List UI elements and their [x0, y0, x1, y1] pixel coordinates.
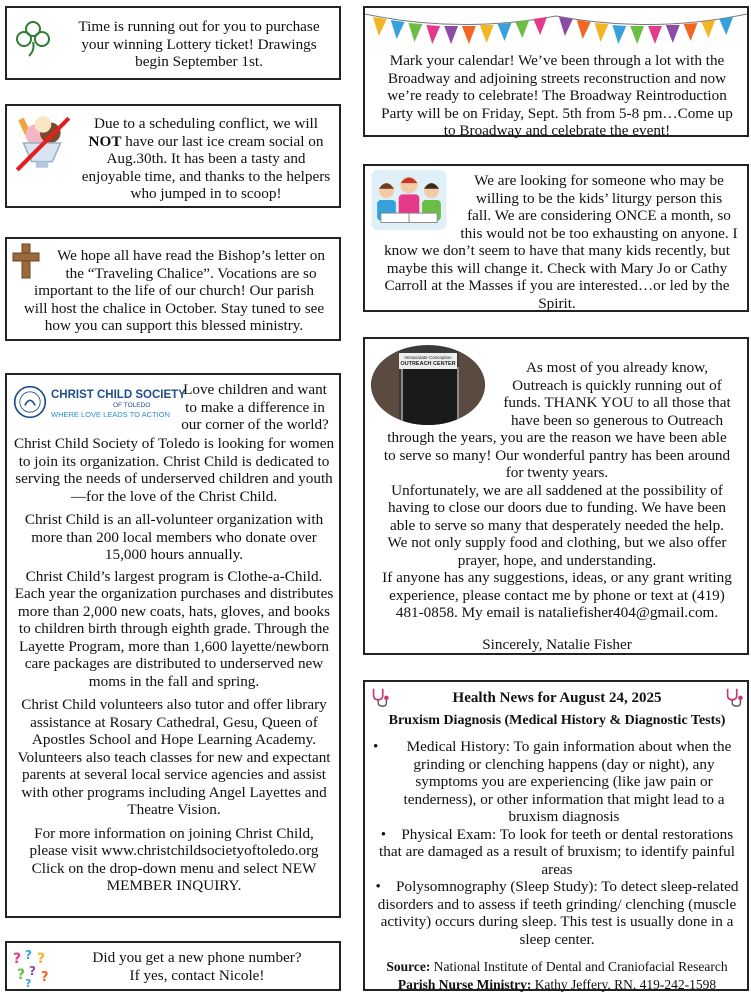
bullet-dot-2: •: [380, 825, 402, 843]
christ-child-more-info-1: For more information on joining Christ Child,: [34, 824, 314, 842]
christ-child-more-info-4: MEMBER INQUIRY.: [106, 877, 242, 894]
liturgy-line-5: know we don’t seem to have that many kids recently, but: [384, 242, 730, 259]
lottery-line-3: begin September 1st.: [135, 53, 263, 70]
phone-number-notice: [5, 941, 341, 991]
health-bullet-2: [371, 826, 743, 879]
question-marks-icon: [11, 946, 55, 988]
health-source-label: Source:: [386, 959, 431, 974]
icecream-line-5: who jumped in to scoop!: [130, 185, 282, 202]
outreach-line-10: able to serve so many that desperately needed the help.: [390, 516, 724, 534]
health-bullet-1: [371, 738, 743, 826]
christ-child-society-article: [5, 373, 341, 918]
outreach-line-5: through the years, you are the reason we have been able: [387, 429, 727, 446]
outreach-line-11: We not only supply food and clothing, but we also offer: [387, 534, 727, 551]
health-bullet-3-text: Polysomnography (Sleep Study): To detect sleep-related disorders and to assess if teeth grinding/ clenching (muscle activity) occurs during sleep. This test is usually done in a sleep center.: [377, 878, 739, 948]
christ-child-more-info-3: Click on the drop-down menu and select NEW: [31, 859, 317, 877]
christ-child-logo: [13, 383, 186, 423]
phone-line-2: If yes, contact Nicole!: [129, 966, 265, 984]
broadway-line-2: Broadway and adjoining streets reconstruction and now: [387, 69, 727, 87]
outreach-line-6: to serve so many! Our wonderful pantry has been around: [383, 446, 731, 464]
outreach-line-3: funds. THANK YOU to all those that: [503, 394, 731, 411]
outreach-line-13: If anyone has any suggestions, ideas, or any grant writing: [382, 569, 732, 586]
icecream-not-emphasis: NOT: [88, 132, 122, 150]
health-bullet-1-body: grinding or clenching happens (day or night), any symptoms you are experiencing (like jaw pain or tenderness), or other information that might lead to a bruxism diagnosis: [403, 755, 725, 825]
liturgy-line-1: We are looking for someone who may be: [474, 172, 724, 189]
svg-text:?: ?: [25, 948, 32, 962]
health-bullet-2-text-wrap: [375, 826, 739, 879]
health-nurse: [371, 976, 743, 993]
bullet-dot-3: •: [375, 878, 397, 895]
christ-child-intro-3: our corner of the world?: [181, 416, 329, 433]
bullet-dot-1: •: [373, 738, 379, 755]
outreach-line-8: Unfortunately, we are all saddened at the possibility of: [391, 481, 723, 499]
svg-text:?: ?: [37, 951, 46, 967]
chalice-line-5: how you can support this blessed ministry.: [44, 317, 304, 334]
health-news-article: [363, 680, 749, 991]
chalice-line-2: the “Traveling Chalice”. Vocations are so: [65, 264, 317, 282]
bunting-banner-icon: [365, 8, 747, 56]
outreach-line-12: prayer, hope, and understanding.: [457, 551, 657, 569]
broadway-line-4: Party will be on Friday, Sept. 5th from 5-8 pm…Come up: [381, 104, 733, 122]
svg-text:?: ?: [17, 967, 26, 983]
liturgy-line-4: this would not be too exhausting on anyone. I: [460, 224, 738, 242]
icecream-line-3: Aug.30th. It has been a tasty and: [106, 150, 306, 167]
chalice-notice: [5, 237, 341, 341]
outreach-sign-bottom: OUTREACH CENTER: [400, 361, 456, 367]
lottery-line-2: your winning Lottery ticket! Drawings: [81, 35, 317, 53]
health-title: Health News for August 24, 2025: [452, 690, 662, 706]
health-bullet-3-text-wrap: [375, 878, 739, 948]
christ-child-intro-1: Love children and want: [183, 381, 327, 398]
outreach-line-7: for twenty years.: [505, 464, 609, 481]
lottery-notice: [5, 6, 341, 80]
broadway-line-5: to Broadway and celebrate the event!: [443, 122, 671, 139]
chalice-line-1: We hope all have read the Bishop’s letter on: [57, 247, 325, 264]
svg-text:?: ?: [25, 977, 32, 988]
shamrock-icon: [13, 16, 53, 60]
christ-child-logo-tagline: WHERE LOVE LEADS TO ACTION: [51, 410, 170, 419]
liturgy-line-8: Spirit.: [538, 294, 576, 312]
liturgy-line-3: fall. We are considering ONCE a month, so: [467, 207, 731, 224]
health-bullet-1-lead: Medical History: To gain information about when the: [406, 738, 732, 755]
broadway-line-1: Mark your calendar! We’ve been through a lot with the: [389, 52, 725, 69]
icecream-line-2: [77, 133, 335, 151]
outreach-line-9: having to close our doors due to funding. We have been: [387, 499, 727, 516]
svg-text:?: ?: [13, 951, 22, 967]
health-bullet-2-text: Physical Exam: To look for teeth or dental restorations that are damaged as a result of bruxism; to identify painful areas: [379, 825, 735, 878]
health-bullet-3: [371, 878, 743, 948]
chalice-line-3: important to the life of our church! Our parish: [33, 282, 315, 299]
outreach-line-2: Outreach is quickly running out of: [512, 376, 722, 394]
christ-child-website[interactable]: please visit www.christchildsocietyoftoledo.org: [29, 842, 319, 859]
outreach-line-15: 481-0858. My email is nataliefisher404@gmail.com.: [395, 604, 719, 621]
icecream-line-4: enjoyable time, and thanks to the helpers: [81, 167, 331, 185]
lottery-line-1: Time is running out for you to purchase: [78, 18, 320, 35]
outreach-signature: Sincerely, Natalie Fisher: [482, 635, 632, 653]
svg-text:?: ?: [41, 970, 49, 985]
christ-child-seal-icon: [13, 385, 47, 419]
christ-child-logo-city: OF TOLEDO: [113, 402, 151, 409]
christ-child-intro-2: to make a difference in: [185, 398, 325, 416]
christ-child-paragraph-1: Christ Child Society of Toledo is looking for women to join its organization. Christ Child is dedicated to serving the needs of underserved children and youth—for the love of the Christ Child.: [13, 435, 335, 505]
liturgy-line-6: maybe this will change it. Check with Mary Jo or Cathy: [386, 259, 728, 277]
health-nurse-text: Kathy Jeffery, RN, 419-242-1598: [531, 976, 717, 992]
outreach-line-4: have been so generous to Outreach: [510, 411, 724, 429]
svg-text:?: ?: [29, 964, 36, 978]
chalice-line-4: will host the chalice in October. Stay tuned to see: [23, 299, 325, 317]
health-source: [371, 958, 743, 976]
broadway-line-3: we’re ready to celebrate! The Broadway Reintroduction: [387, 87, 727, 104]
christ-child-logo-name: CHRIST CHILD SOCIETY: [51, 389, 186, 401]
ice-cream-notice: [5, 104, 341, 208]
christ-child-paragraph-2: Christ Child is an all-volunteer organization with more than 200 local members who donate over 15,000 hours annually.: [24, 511, 324, 563]
health-subtitle: Bruxism Diagnosis (Medical History & Diagnostic Tests): [388, 712, 726, 728]
liturgy-line-7: Carroll at the Masses if you are interested…or led by the: [384, 277, 730, 294]
icecream-line-2-rest: have our last ice cream social on: [121, 132, 324, 150]
outreach-sign-top: Immaculate Conception: [404, 355, 452, 360]
health-nurse-label: Parish Nurse Ministry:: [397, 976, 532, 992]
broadway-party-notice: [363, 6, 749, 137]
ice-cream-cancelled-icon: [11, 112, 73, 174]
phone-line-1: Did you get a new phone number?: [92, 949, 302, 966]
outreach-center-letter: [363, 337, 749, 655]
outreach-line-1: As most of you already know,: [525, 359, 709, 376]
outreach-line-14: experience, please contact me by phone or text at (419): [389, 586, 725, 604]
kids-liturgy-notice: [363, 164, 749, 312]
liturgy-line-2: willing to be the kids’ liturgy person this: [475, 189, 723, 207]
christ-child-paragraph-4: Christ Child volunteers also tutor and offer library assistance at Rosary Cathedral, Gesu, Queen of Apostles School and Hope Learning Academy. Volunteers also teach classes for new and expectant parents at several local service agencies and assist with other programs including Angel Layettes and Theatre Vision.: [17, 696, 331, 818]
health-source-text: National Institute of Dental and Craniofacial Research: [430, 959, 728, 974]
christ-child-paragraph-3: Christ Child’s largest program is Clothe-a-Child. Each year the organization purchases and distributes more than 2,000 new coats, hats, gloves, and books to children birth through eighth grade. Through the Layette Program, more than 1,600 layette/newborn care packages are distributed to underserved new moms in the fall and spring.: [14, 567, 334, 690]
icecream-line-1: Due to a scheduling conflict, we will: [94, 115, 318, 132]
